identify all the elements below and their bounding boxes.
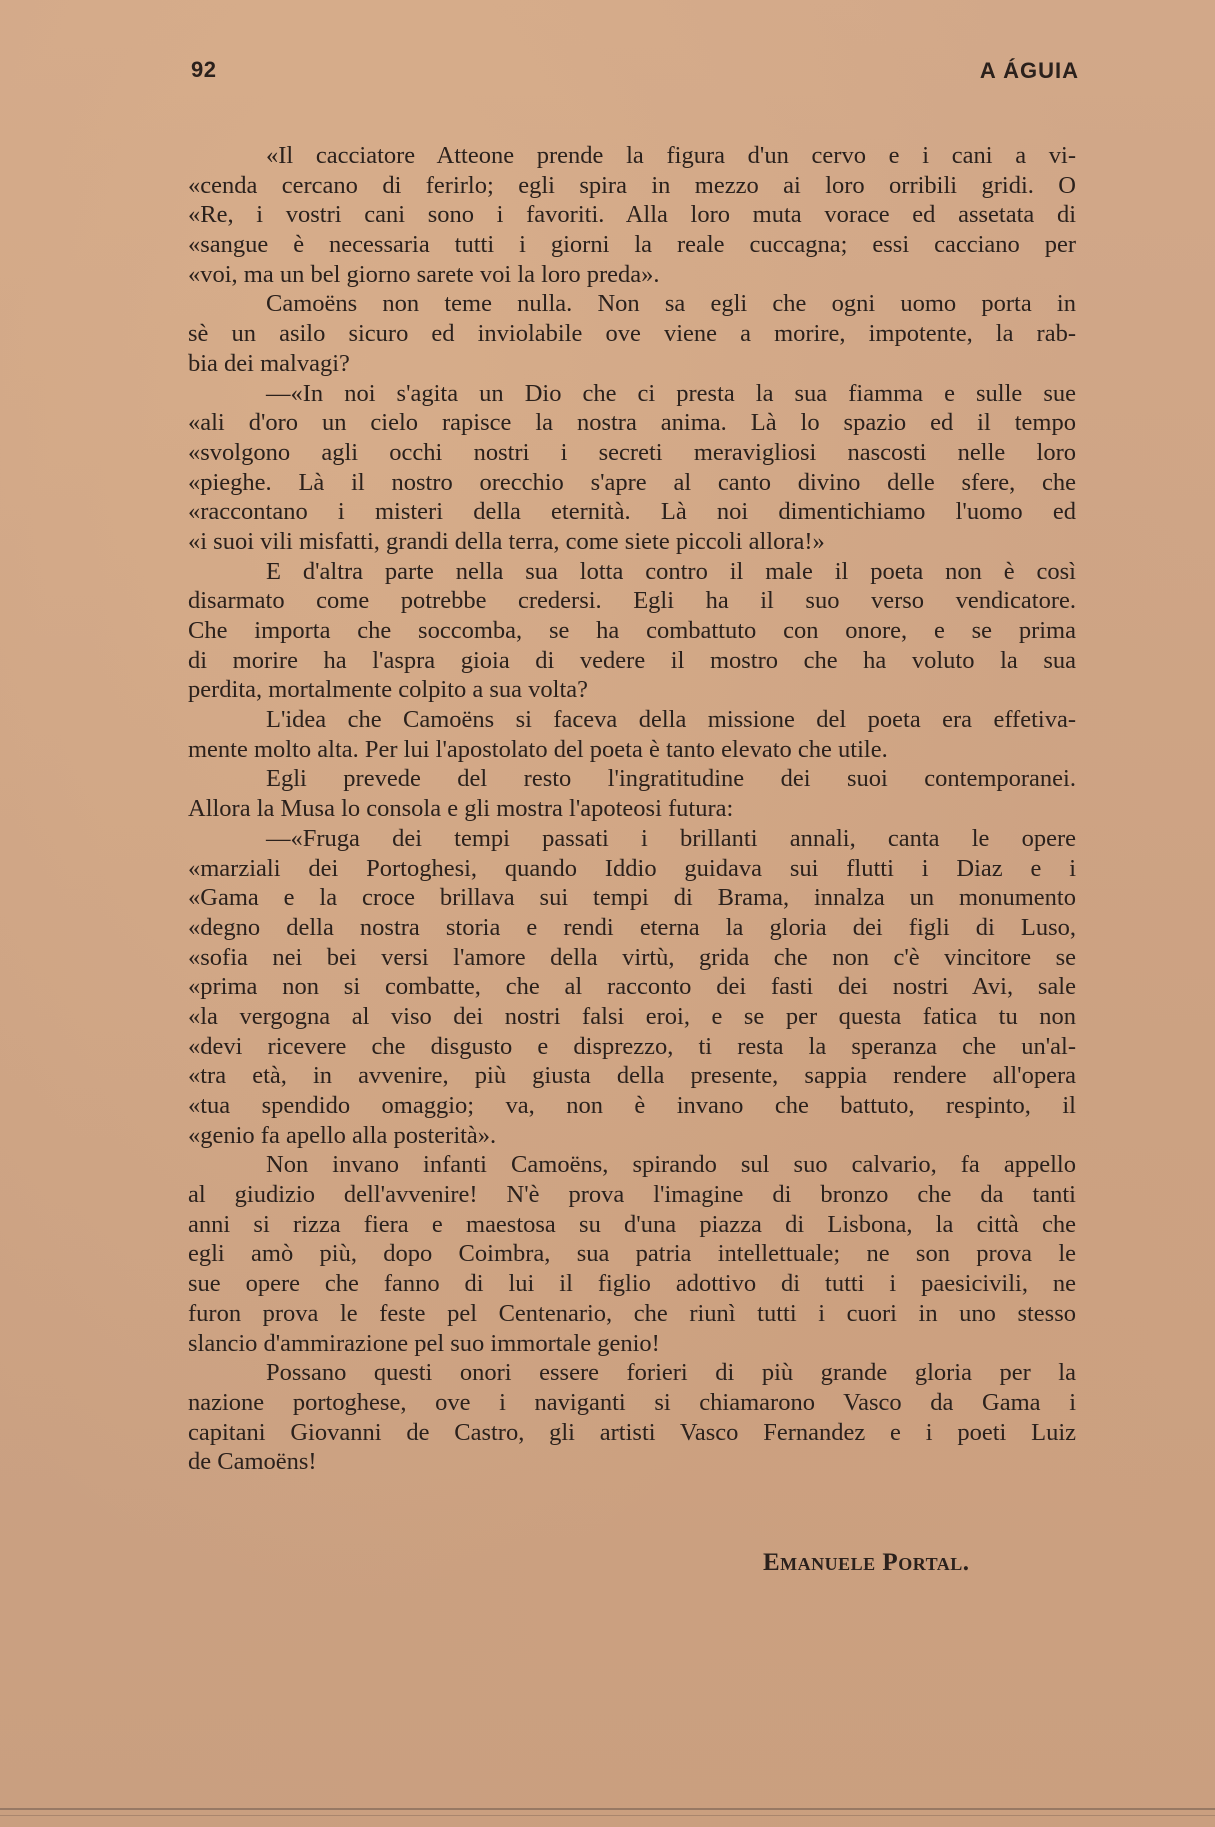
text-line: «cenda cercano di ferirlo; egli spira in mezzo ai loro orribili gridi. O <box>188 171 1076 199</box>
body-text <box>188 141 1076 1477</box>
text-line: capitani Giovanni de Castro, gli artisti Vasco Fernandez e i poeti Luiz <box>188 1418 1076 1446</box>
text-line: nazione portoghese, ove i naviganti si chiamarono Vasco da Gama i <box>188 1388 1076 1416</box>
author-signature: Emanuele Portal. <box>763 1549 970 1576</box>
text-line: perdita, mortalmente colpito a sua volta? <box>188 676 589 704</box>
text-line: «degno della nostra storia e rendi eterna la gloria dei figli di Luso, <box>188 913 1076 941</box>
text-line: «devi ricevere che disgusto e disprezzo, ti resta la speranza che un'al- <box>188 1032 1076 1060</box>
text-line: «la vergogna al viso dei nostri falsi eroi, e se per questa fatica tu non <box>188 1002 1076 1030</box>
text-line: «i suoi vili misfatti, grandi della terra, come siete piccoli allora!» <box>188 527 825 555</box>
text-line: di morire ha l'aspra gioia di vedere il mostro che ha voluto la sua <box>188 646 1076 674</box>
text-line: al giudizio dell'avvenire! N'è prova l'imagine di bronzo che da tanti <box>188 1181 1076 1209</box>
page-number: 92 <box>191 57 217 82</box>
text-line: «svolgono agli occhi nostri i secreti meravigliosi nascosti nelle loro <box>188 438 1076 466</box>
text-line: Possano questi onori essere forieri di più grande gloria per la <box>266 1359 1076 1387</box>
text-line: «raccontano i misteri della eternità. Là noi dimentichiamo l'uomo ed <box>188 498 1076 526</box>
bottom-edge-rule-secondary <box>0 1815 1215 1816</box>
text-line: Allora la Musa lo consola e gli mostra l'apoteosi futura: <box>188 795 734 823</box>
text-line: «ali d'oro un cielo rapisce la nostra anima. Là lo spazio ed il tempo <box>188 409 1076 437</box>
text-line: Egli prevede del resto l'ingratitudine dei suoi contemporanei. <box>266 765 1076 793</box>
text-line: «voi, ma un bel giorno sarete voi la loro preda». <box>188 260 660 288</box>
text-line: anni si rizza fiera e maestosa su d'una piazza di Lisbona, la città che <box>188 1210 1076 1238</box>
bottom-edge-rule <box>0 1808 1215 1810</box>
running-head: A ÁGUIA <box>979 58 1079 83</box>
text-line: bia dei malvagi? <box>188 349 350 377</box>
text-line: «Il cacciatore Atteone prende la figura d'un cervo e i cani a vi- <box>266 142 1076 169</box>
text-line: Camoëns non teme nulla. Non sa egli che ogni uomo porta in <box>266 290 1076 318</box>
text-line: —«Fruga dei tempi passati i brillanti annali, canta le opere <box>266 824 1076 852</box>
text-line: E d'altra parte nella sua lotta contro il male il poeta non è così <box>266 557 1076 585</box>
text-line: L'idea che Camoëns si faceva della missione del poeta era effetiva- <box>266 706 1076 734</box>
text-line: Che importa che soccomba, se ha combattuto con onore, e se prima <box>188 617 1076 644</box>
text-line: «pieghe. Là il nostro orecchio s'apre al canto divino delle sfere, che <box>188 468 1076 496</box>
text-line: Non invano infanti Camoëns, spirando sul suo calvario, fa appello <box>266 1151 1076 1179</box>
text-line: «tra età, in avvenire, più giusta della presente, sappia rendere all'opera <box>188 1062 1076 1090</box>
text-line: disarmato come potrebbe credersi. Egli ha il suo verso vendicatore. <box>188 587 1076 615</box>
text-line: «prima non si combatte, che al racconto dei fasti dei nostri Avi, sale <box>188 973 1076 1001</box>
text-line: —«In noi s'agita un Dio che ci presta la sua fiamma e sulle sue <box>266 379 1076 407</box>
text-line: «sangue è necessaria tutti i giorni la reale cuccagna; essi cacciano per <box>188 231 1076 259</box>
text-line: de Camoëns! <box>188 1448 317 1476</box>
text-line: «Re, i vostri cani sono i favoriti. Alla loro muta vorace ed assetata di <box>188 201 1076 229</box>
text-line: «sofia nei bei versi l'amore della virtù, grida che non c'è vincitore se <box>188 943 1076 971</box>
text-line: furon prova le feste pel Centenario, che riunì tutti i cuori in uno stesso <box>188 1299 1076 1327</box>
text-line: mente molto alta. Per lui l'apostolato del poeta è tanto elevato che utile. <box>188 735 888 763</box>
text-line: sè un asilo sicuro ed inviolabile ove viene a morire, impotente, la rab- <box>188 320 1076 348</box>
text-line: «marziali dei Portoghesi, quando Iddio guidava sui flutti i Diaz e i <box>188 854 1076 882</box>
text-line: slancio d'ammirazione pel suo immortale genio! <box>188 1329 660 1357</box>
text-line: sue opere che fanno di lui il figlio adottivo di tutti i paesicivili, ne <box>188 1270 1076 1298</box>
text-line: «genio fa apello alla posterità». <box>188 1121 497 1149</box>
text-line: «tua spendido omaggio; va, non è invano che battuto, respinto, il <box>188 1092 1076 1119</box>
text-line: egli amò più, dopo Coimbra, sua patria intellettuale; ne son prova le <box>188 1240 1076 1268</box>
text-line: «Gama e la croce brillava sui tempi di Brama, innalza un monumento <box>188 884 1076 912</box>
